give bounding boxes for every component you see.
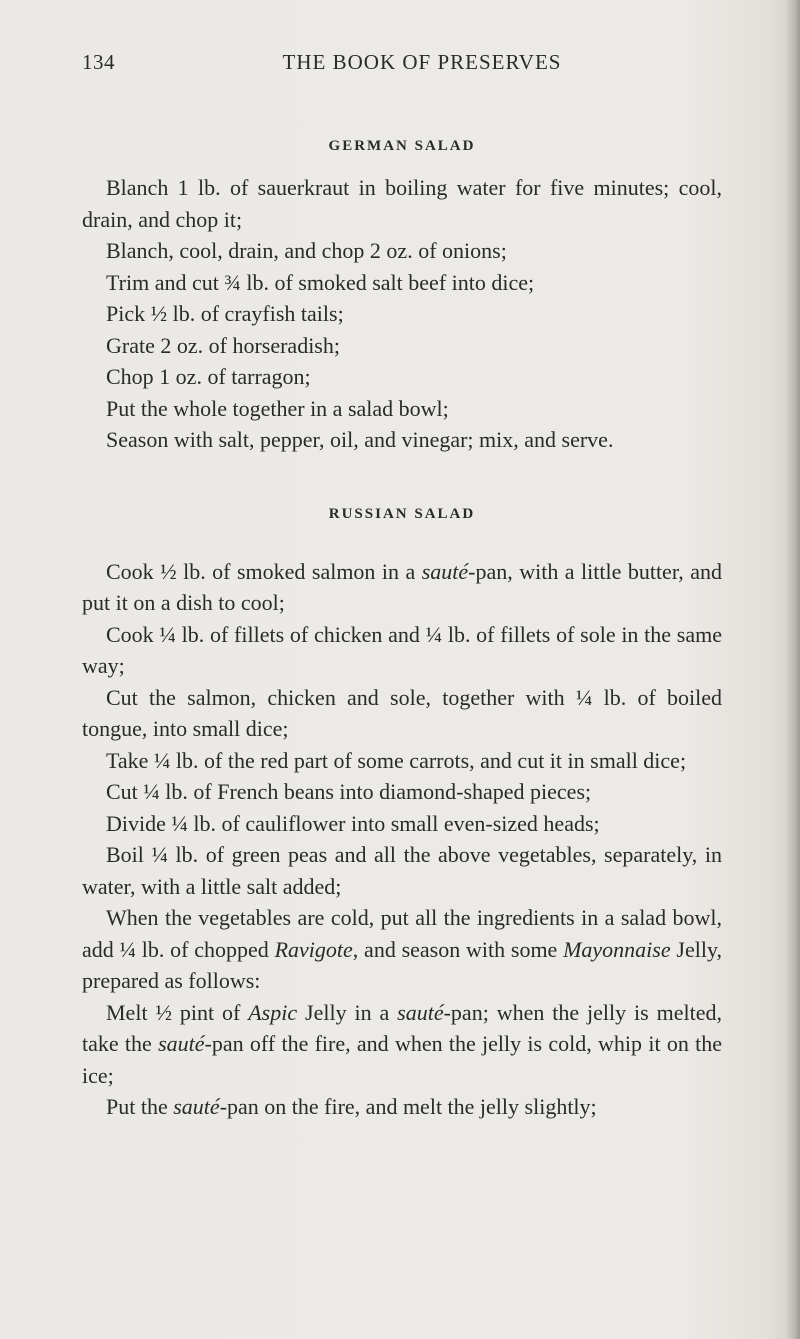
recipe-step: Pick ½ lb. of crayfish tails; xyxy=(106,301,344,326)
recipe-step: Take ¼ lb. of the red part of some carrots, and cut it in small dice; xyxy=(106,747,687,773)
recipe-step: Season with salt, pepper, oil, and vinegar; mix, and serve. xyxy=(106,427,614,452)
page-header xyxy=(82,50,722,80)
german-salad-steps xyxy=(82,172,722,456)
recipe-step: Trim and cut ¾ lb. of smoked salt beef into dice; xyxy=(106,269,535,295)
recipe-step: Cook ½ lb. of smoked salmon in a sauté-pan, with a little butter, and put it on a dish to cool; xyxy=(82,558,722,615)
page-number: 134 xyxy=(82,50,115,74)
running-title: THE BOOK OF PRESERVES xyxy=(282,50,562,74)
recipe-step: Cook ¼ lb. of fillets of chicken and ¼ lb. of fillets of sole in the same way; xyxy=(82,621,722,678)
recipe-step: Blanch, cool, drain, and chop 2 oz. of onions; xyxy=(106,238,507,263)
recipe-step: When the vegetables are cold, put all the ingredients in a salad bowl, add ¼ lb. of chopped Ravigote, and season with some Mayonnaise Jelly, prepared as follows: xyxy=(82,905,723,993)
recipe-step: Put the sauté-pan on the fire, and melt the jelly slightly; xyxy=(106,1094,597,1119)
recipe-step: Cut the salmon, chicken and sole, together with ¼ lb. of boiled tongue, into small dice; xyxy=(82,684,722,741)
recipe-step: Boil ¼ lb. of green peas and all the above vegetables, separately, in water, with a little salt added; xyxy=(82,842,722,899)
page-body xyxy=(82,132,722,1123)
page-edge-shadow xyxy=(786,0,800,1339)
recipe-step: Cut ¼ lb. of French beans into diamond-shaped pieces; xyxy=(106,779,592,804)
recipe-step: Blanch 1 lb. of sauerkraut in boiling water for five minutes; cool, drain, and chop it; xyxy=(82,175,722,232)
recipe-step: Put the whole together in a salad bowl; xyxy=(106,395,449,421)
recipe-step: Divide ¼ lb. of cauliflower into small even-sized heads; xyxy=(106,810,600,836)
section-title-german-salad: GERMAN SALAD xyxy=(328,138,476,154)
russian-salad-steps xyxy=(82,556,722,1123)
recipe-step: Grate 2 oz. of horseradish; xyxy=(106,332,340,358)
recipe-step: Chop 1 oz. of tarragon; xyxy=(106,364,311,389)
section-title-russian-salad: RUSSIAN SALAD xyxy=(328,505,476,522)
recipe-step: Melt ½ pint of Aspic Jelly in a sauté-pan; when the jelly is melted, take the sauté-pan off the fire, and when the jelly is cold, whip it on the ice; xyxy=(82,999,722,1088)
